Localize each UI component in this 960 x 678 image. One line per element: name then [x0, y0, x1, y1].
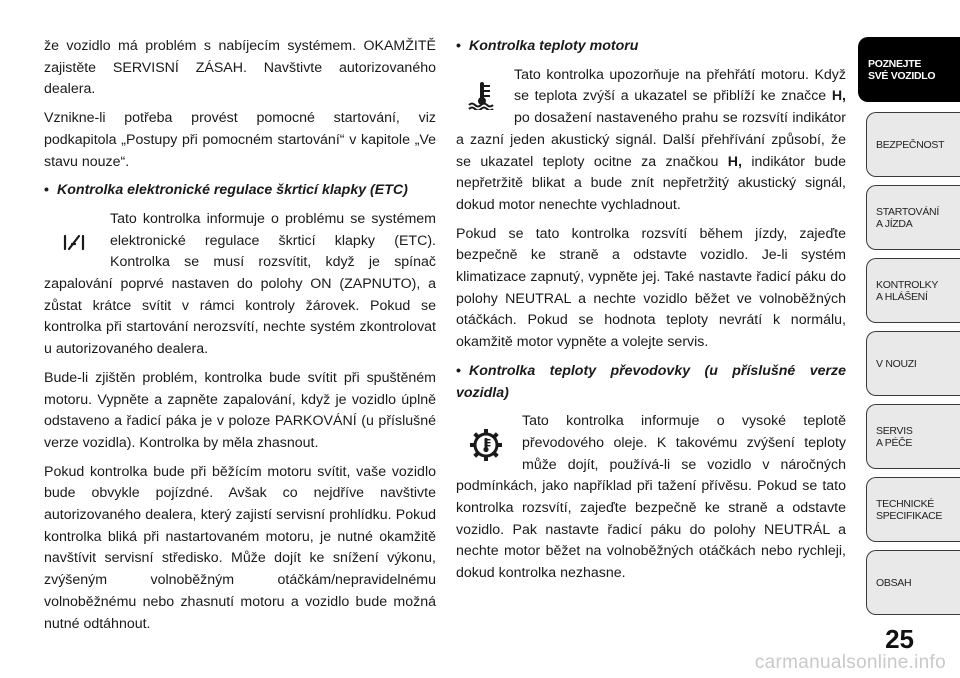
paragraph-running: Pokud kontrolka bude při běžícím motoru svítit, vaše vozidlo bude obvykle pojízdné. Avšak co nejdříve navštivte autorizovaného dealera, který zajistí servisní prohlídku. Pokud kontrolka bliká při nastartovaném motoru, je nutné okamžitě navštívit servisní středisko. Může dojít ke snížení výkonu, zvýšeným volnoběžným otáčkám/nepravidelnému volnoběžnému nebo zhasnutí motoru a vozidlo bude možná nutné odtáhnout.: [44, 463, 436, 632]
left-column: [44, 36, 436, 642]
engine-temp-heading: • Kontrolka teploty motoru: [456, 38, 639, 54]
trans-temp-text: Tato kontrolka informuje o vysoké teplotě převodového oleje. K takovému zvýšení teploty může dojít, používá-li se vozidlo v náročných podmínkách, jako například při tažení přívěsu. Pokud se tato kontrolka rozsvítí, zajeďte bezpečně ke straně a odstavte vozidlo. Pak nastavte řadicí páku do polohy NEUTRÁL a nechte motor běžet na volnoběžných otáčkách nebo rychleji, dokud kontrolka nezhasne.: [456, 413, 846, 582]
paragraph-overheat-action: Pokud se tato kontrolka rozsvítí během jízdy, zajeďte bezpečně ke straně a odstavte vozidlo. Je-li systém klimatizace zapnutý, vypněte jej. Také nastavte řadicí páku do polohy NEUTRAL a nechte vozidlo běžet ve volnoběžných otáčkách. Pokud se hodnota teploty nevrátí k normálu, okamžitě motor vypněte a volejte servis.: [456, 225, 846, 351]
tab-bezpecnost[interactable]: BEZPEČNOST: [866, 112, 960, 177]
tab-kontrolky-a-hlaseni[interactable]: KONTROLKY A HLÁŠENÍ: [866, 258, 960, 323]
tab-servis-a-pece[interactable]: SERVIS A PÉČE: [866, 404, 960, 469]
chapter-tabs: [856, 0, 960, 678]
h-mark-1: H,: [831, 88, 846, 105]
right-column: [456, 36, 846, 592]
page-number: 25: [885, 624, 914, 654]
etc-block: [44, 209, 436, 361]
engine-temp-text-3: indikátor bude nepřetržitě blikat a bude znít nepřetržitý akustický signál, dokud motor nenechte vychladnout.: [456, 153, 846, 213]
trans-temp-heading: • Kontrolka teploty převodovky (u příslušné verze vozidla): [456, 362, 846, 401]
tab-obsah[interactable]: OBSAH: [866, 550, 960, 615]
engine-temp-text-2: po dosažení nastaveného prahu se rozsvítí indikátor a zazní jeden akustický signál. Další přehřívání způsobí, že se ukazatel teploty ocitne za značkou: [456, 110, 846, 170]
etc-text: Tato kontrolka informuje o problému se systémem elektronické regulace škrticí klapky (ETC). Kontrolka se musí rozsvítit, když je spínač zapalování poprvé nastaven do polohy ON (ZAPNUTO), a zůstat krátce svítit v rámci kontroly žárovek. Pokud se kontrolka při startování nerozsvítí, nechte systém zkontrolovat u autorizovaného dealera.: [44, 210, 436, 358]
tab-poznejte-sve-vozidlo[interactable]: POZNEJTE SVÉ VOZIDLO: [858, 37, 960, 102]
watermark: carmanualsonline.info: [754, 652, 946, 673]
paragraph-charging: že vozidlo má problém s nabíjecím systémem. OKAMŽITĚ zajistěte SERVISNÍ ZÁSAH. Navštivte autorizovaného dealera.: [44, 38, 436, 98]
h-mark-2: H,: [727, 153, 742, 170]
engine-temp-block: [456, 65, 846, 217]
transmission-temperature-icon: [456, 415, 516, 475]
engine-temp-text-1: Tato kontrolka upozorňuje na přehřátí motoru. Když se teplota zvýší a ukazatel se přiblíží ke značce: [514, 66, 846, 105]
tab-startovani-a-jizda[interactable]: STARTOVÁNÍ A JÍZDA: [866, 185, 960, 250]
throttle-warning-icon: [44, 213, 104, 273]
paragraph-problem: Bude-li zjištěn problém, kontrolka bude svítit při spuštěném motoru. Vypněte a zapněte zapalování, když je vozidlo úplně odstaveno a řadicí páka je v poloze PARKOVÁNÍ (u příslušné verze vozidla). Kontrolka by měla zhasnout.: [44, 369, 436, 451]
tab-v-nouzi[interactable]: V NOUZI: [866, 331, 960, 396]
paragraph-jump-start: Vznikne-li potřeba provést pomocné startování, viz podkapitola „Postupy při pomocném startování“ v kapitole „Ve stavu nouze“.: [44, 110, 436, 170]
tab-technicke-specifikace[interactable]: TECHNICKÉ SPECIFIKACE: [866, 477, 960, 542]
etc-heading: • Kontrolka elektronické regulace škrticí klapky (ETC): [44, 182, 408, 199]
trans-temp-block: [456, 411, 846, 585]
engine-temperature-icon: [456, 69, 508, 121]
